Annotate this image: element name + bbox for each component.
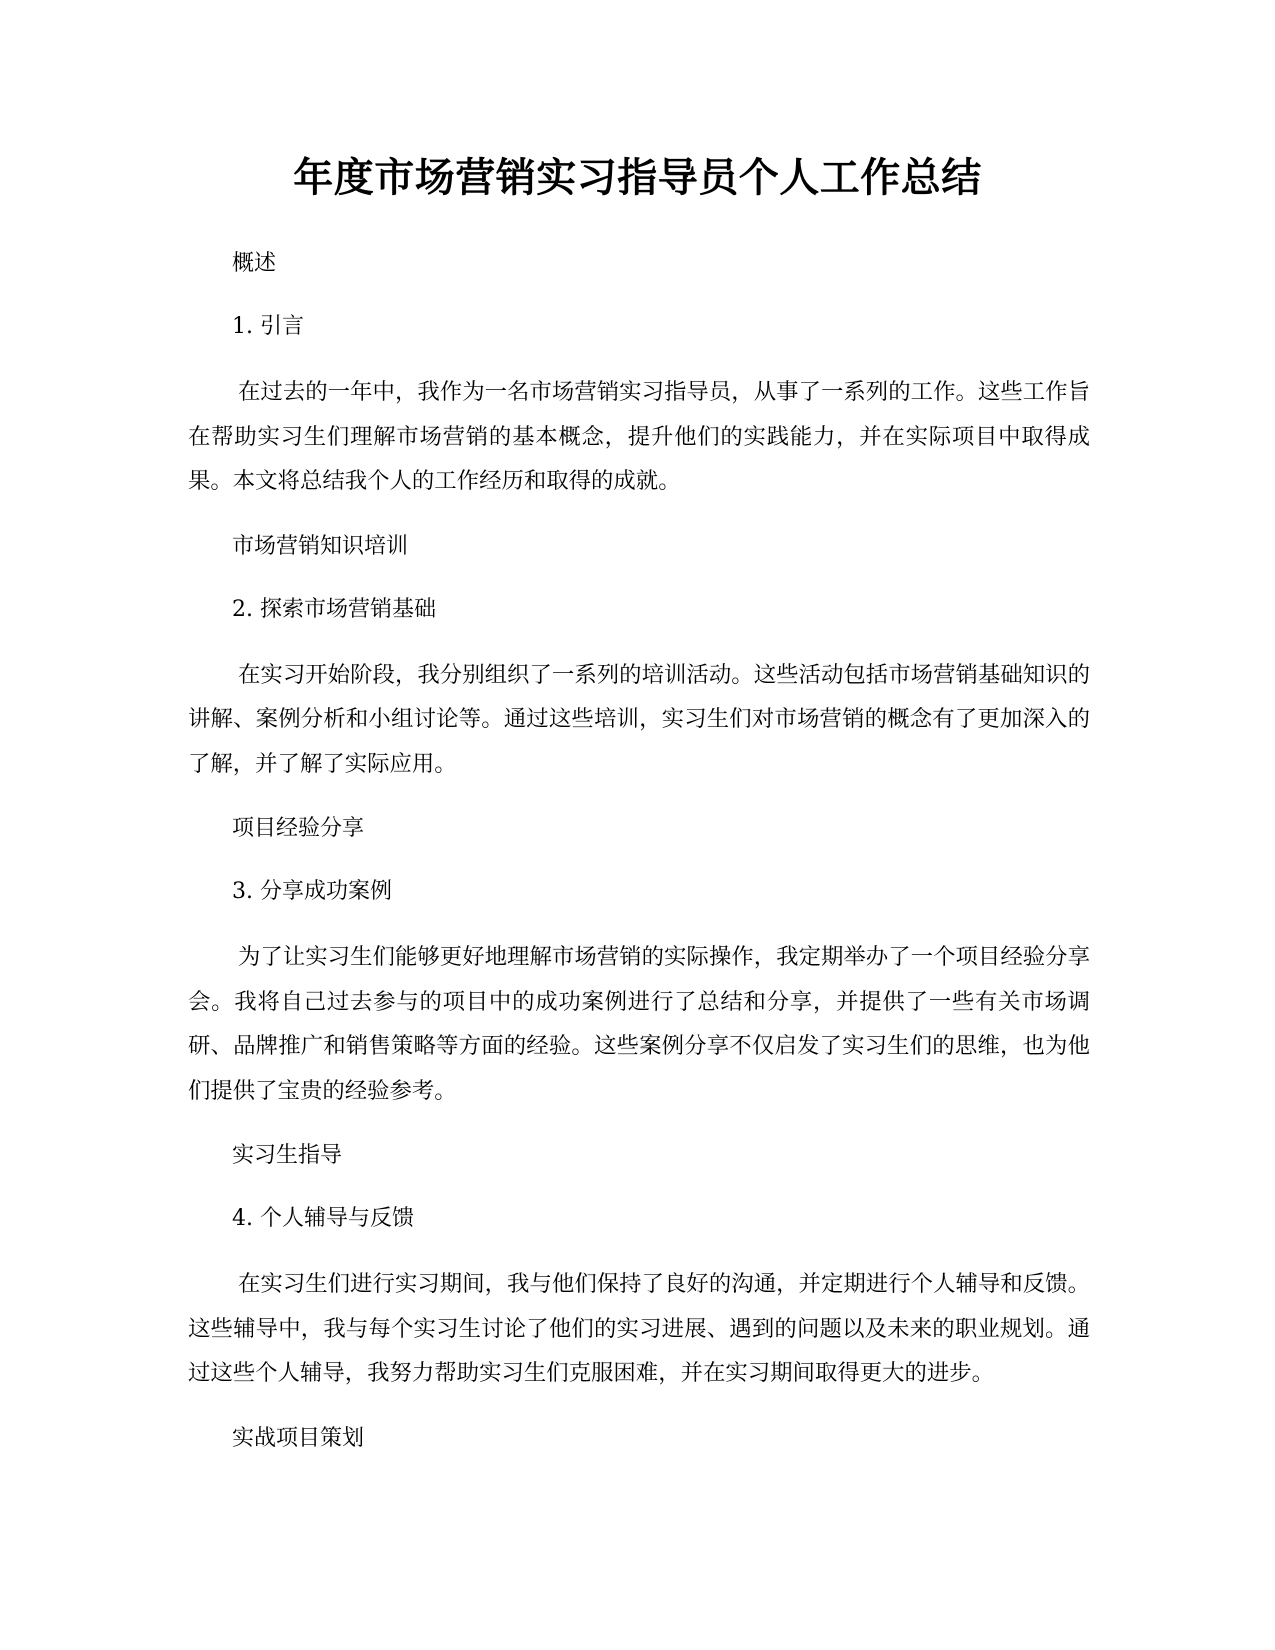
section-heading-success-cases: 3. 分享成功案例 [232, 879, 392, 904]
paragraph-introduction: 在过去的一年中，我作为一名市场营销实习指导员，从事了一系列的工作。这些工作旨在帮助实习生们理解市场营销的基本概念，提升他们的实践能力，并在实际项目中取得成果。本文将总结我个人的工作经历和取得的成就。 [188, 379, 1090, 494]
paragraph-case-sharing: 为了让实习生们能够更好地理解市场营销的实际操作，我定期举办了一个项目经验分享会。我将自己过去参与的项目中的成功案例进行了总结和分享，并提供了一些有关市场调研、品牌推广和销售策略等方面的经验。这些案例分享不仅启发了实习生们的思维，也为他们提供了宝贵的经验参考。 [188, 944, 1090, 1104]
paragraph-training: 在实习开始阶段，我分别组织了一系列的培训活动。这些活动包括市场营销基础知识的讲解、案例分析和小组讨论等。通过这些培训，实习生们对市场营销的概念有了更加深入的了解，并了解了实际应用。 [188, 661, 1090, 777]
section-heading-intern-guidance: 实习生指导 [232, 1143, 343, 1168]
section-heading-personal-coaching: 4. 个人辅导与反馈 [232, 1206, 414, 1231]
section-heading-project-planning: 实战项目策划 [232, 1425, 365, 1451]
section-heading-overview: 概述 [232, 251, 277, 276]
section-heading-explore-basics: 2. 探索市场营销基础 [232, 596, 436, 622]
paragraph-coaching: 在实习生们进行实习期间，我与他们保持了良好的沟通，并定期进行个人辅导和反馈。这些辅导中，我与每个实习生讨论了他们的实习进展、遇到的问题以及未来的职业规划。通过这些个人辅导，我努力帮助实习生们克服困难，并在实习期间取得更大的进步。 [188, 1271, 1090, 1386]
document-body [188, 244, 1090, 1482]
section-heading-project-sharing: 项目经验分享 [232, 816, 365, 841]
document-title: 年度市场营销实习指导员个人工作总结 [293, 155, 982, 201]
section-heading-introduction: 1. 引言 [232, 314, 304, 339]
section-heading-marketing-training: 市场营销知识培训 [232, 533, 409, 559]
